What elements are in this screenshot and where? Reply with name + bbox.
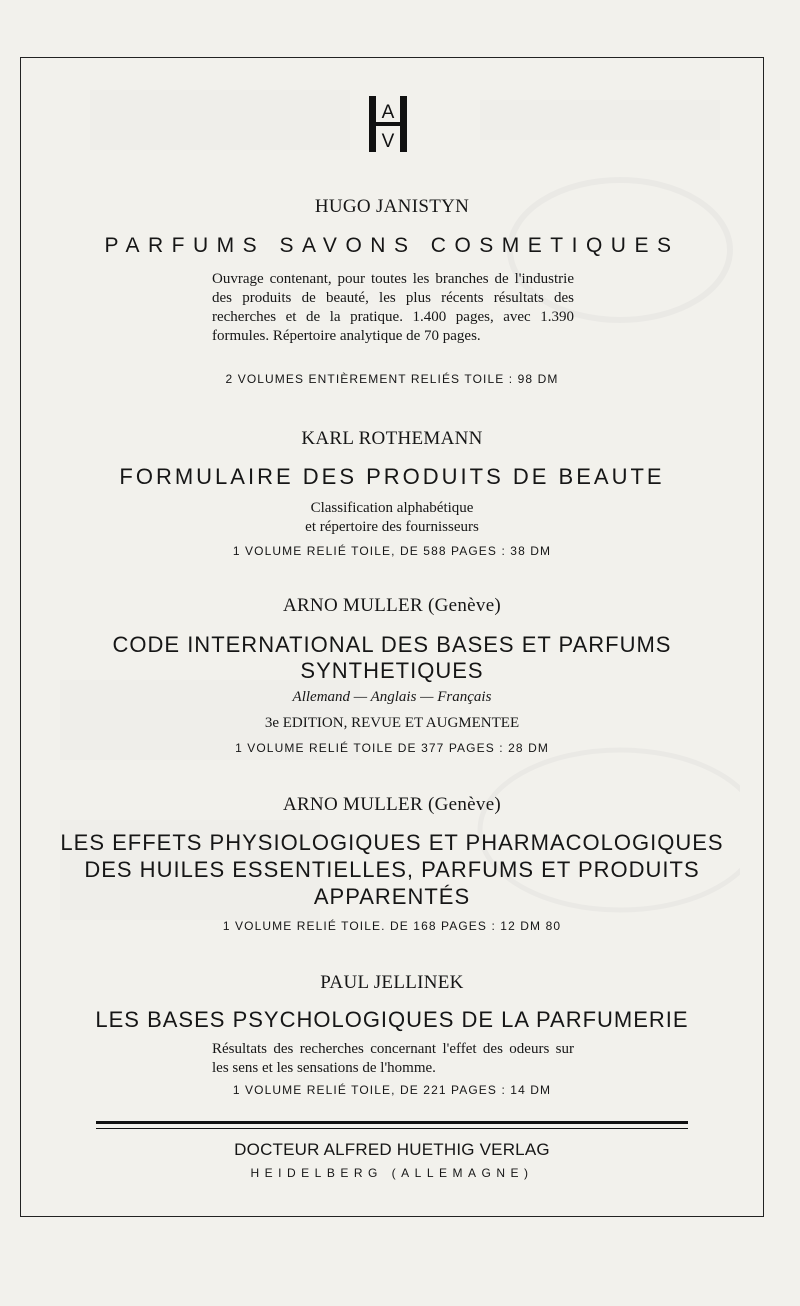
book4-title-line1: LES EFFETS PHYSIOLOGIQUES ET PHARMACOLOGIQUES bbox=[60, 830, 724, 855]
publisher-rule-thick bbox=[96, 1121, 688, 1124]
book1-description: Ouvrage contenant, pour toutes les branches de l'industrie des produits de beauté, les plus récents résultats des recherches et de la pratique. 1.400 pages, avec 1.390 formules. Répertoire analytique de 70 pages. bbox=[212, 271, 574, 344]
book3-languages: Allemand — Anglais — Français bbox=[292, 689, 492, 705]
book1-title: PARFUMS SAVONS COSMETIQUES bbox=[104, 234, 680, 257]
logo-letter-v: V bbox=[381, 131, 395, 152]
book5-author: PAUL JELLINEK bbox=[320, 972, 464, 993]
book4-author: ARNO MULLER (Genève) bbox=[282, 794, 502, 815]
logo-letter-a: A bbox=[381, 102, 395, 123]
book3-title-line1: CODE INTERNATIONAL DES BASES ET PARFUMS bbox=[112, 632, 672, 657]
publisher-logo bbox=[368, 96, 408, 152]
publisher-rule-thin bbox=[96, 1128, 688, 1129]
book5-description: Résultats des recherches concernant l'effet des odeurs sur les sens et les sensations de l'homme. bbox=[212, 1041, 574, 1076]
book4-title-line2: DES HUILES ESSENTIELLES, PARFUMS ET PRODUITS bbox=[84, 857, 700, 882]
publisher-city: HEIDELBERG (ALLEMAGNE) bbox=[250, 1166, 534, 1180]
book5-volume: 1 VOLUME RELIÉ TOILE, DE 221 PAGES : 14 DM bbox=[232, 1083, 552, 1097]
book2-title: FORMULAIRE DES PRODUITS DE BEAUTE bbox=[119, 464, 665, 489]
book2-volume: 1 VOLUME RELIÉ TOILE, DE 588 PAGES : 38 DM bbox=[232, 544, 552, 558]
book3-volume: 1 VOLUME RELIÉ TOILE DE 377 PAGES : 28 DM bbox=[235, 741, 549, 755]
book2-description-line1: Classification alphabétique bbox=[310, 500, 474, 516]
publisher-name: DOCTEUR ALFRED HUETHIG VERLAG bbox=[234, 1140, 550, 1159]
book4-volume: 1 VOLUME RELIÉ TOILE. DE 168 PAGES : 12 DM 80 bbox=[222, 919, 562, 933]
book1-author: HUGO JANISTYN bbox=[314, 196, 470, 217]
book3-author: ARNO MULLER (Genève) bbox=[282, 595, 502, 616]
book2-description-line2: et répertoire des fournisseurs bbox=[305, 519, 479, 535]
book4-title-line3: APPARENTÉS bbox=[313, 884, 471, 909]
book1-volume: 2 VOLUMES ENTIÈREMENT RELIÉS TOILE : 98 DM bbox=[225, 372, 559, 386]
book2-author: KARL ROTHEMANN bbox=[301, 428, 483, 449]
book3-edition: 3e EDITION, REVUE ET AUGMENTEE bbox=[264, 715, 520, 731]
book5-title: LES BASES PSYCHOLOGIQUES DE LA PARFUMERIE bbox=[95, 1007, 689, 1032]
book3-title-line2: SYNTHETIQUES bbox=[300, 658, 484, 683]
